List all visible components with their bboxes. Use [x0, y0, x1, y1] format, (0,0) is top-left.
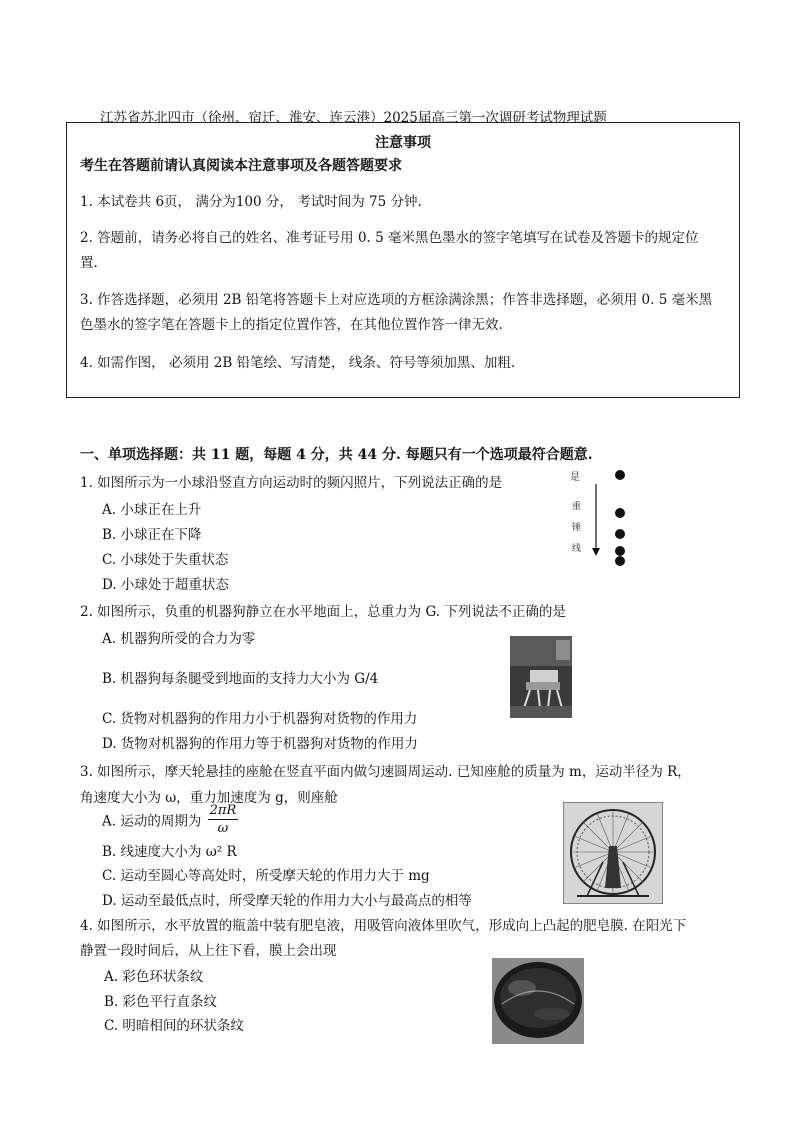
exam-title: 江苏省苏北四市（徐州、宿迁、淮安、连云港）2025届高三第一次调研考试物理试题 [100, 110, 607, 126]
q3-stem-line1: 3. 如图所示，摩天轮悬挂的座舱在竖直平面内做匀速圆周运动. 已知座舱的质量为 m，运动半径为 R， [80, 764, 691, 780]
q4-option-c: C. 明暗相间的环状条纹 [104, 1018, 244, 1034]
q1-figure-drawing [560, 462, 640, 582]
q3-option-b: B. 线速度大小为 ω² R [102, 844, 237, 860]
q3-ferris-wheel-photo [563, 802, 663, 904]
q4-option-a: A. 彩色环状条纹 [104, 969, 204, 985]
q1-stem: 1. 如图所示为一小球沿竖直方向运动时的频闪照片，下列说法正确的是 [80, 475, 503, 491]
q2-robot-dog-photo [510, 636, 572, 718]
q2-option-a: A. 机器狗所受的合力为零 [102, 631, 256, 647]
notice-item-4: 4. 如需作图， 必须用 2B 铅笔绘、写清楚， 线条、符号等须加黑、加粗. [80, 355, 516, 371]
q3-option-a [102, 804, 238, 835]
notice-item-1: 1. 本试卷共 6页， 满分为100 分， 考试时间为 75 分钟. [80, 194, 422, 210]
q3-fraction-denominator: ω [217, 821, 229, 836]
notice-item-3-cont: 色墨水的签字笔在答题卡上的指定位置作答，在其他位置作答一律无效. [80, 317, 503, 333]
q4-stem-line1: 4. 如图所示，水平放置的瓶盖中装有肥皂液，用吸管向液体里吹气，形成向上凸起的肥皂膜. 在阳光下 [80, 918, 687, 934]
ball-image-5 [615, 556, 625, 566]
q1-figure-char-1: 重 [572, 502, 582, 512]
q1-option-a: A. 小球正在上升 [102, 502, 202, 518]
notice-title: 注意事项 [375, 135, 431, 151]
q1-option-c: C. 小球处于失重状态 [102, 552, 229, 568]
q1-option-d: D. 小球处于超重状态 [102, 577, 229, 593]
ball-image-2 [615, 508, 625, 518]
q2-stem: 2. 如图所示，负重的机器狗静立在水平地面上，总重力为 G. 下列说法不正确的是 [80, 604, 566, 620]
notice-item-2: 2. 答题前，请务必将自己的姓名、准考证号用 0. 5 毫米黑色墨水的签字笔填写在试卷及答题卡的规定位 [80, 230, 699, 246]
ball-image-4 [615, 546, 625, 556]
notice-item-2-cont: 置. [80, 255, 98, 271]
q3-option-a-fraction [208, 804, 239, 835]
q4-option-b: B. 彩色平行直条纹 [104, 994, 218, 1010]
q1-figure-label-top: 是 [570, 472, 580, 483]
q1-option-b: B. 小球正在下降 [102, 527, 202, 543]
q1-strobe-figure [560, 462, 640, 582]
q3-option-c: C. 运动至圆心等高处时，所受摩天轮的作用力大于 mg [102, 868, 430, 884]
q3-option-a-text: A. 运动的周期为 [102, 813, 202, 830]
ball-image-1 [615, 470, 625, 480]
q3-fraction-numerator: 2πR [209, 803, 237, 818]
q3-stem-line2: 角速度大小为 ω，重力加速度为 g，则座舱 [80, 790, 338, 806]
q2-option-b: B. 机器狗每条腿受到地面的支持力大小为 G/4 [102, 671, 379, 687]
notice-subtitle: 考生在答题前请认真阅读本注意事项及各题答题要求 [80, 158, 402, 174]
ball-image-3 [615, 529, 625, 539]
plumb-arrow-icon [592, 548, 600, 556]
q3-option-d: D. 运动至最低点时，所受摩天轮的作用力大小与最高点的相等 [102, 893, 472, 909]
q1-figure-char-2: 锤 [572, 523, 582, 533]
notice-item-3: 3. 作答选择题，必须用 2B 铅笔将答题卡上对应选项的方框涂满涂黑；作答非选择题，必须用 0. 5 毫米黑 [80, 292, 713, 308]
q2-option-c: C. 货物对机器狗的作用力小于机器狗对货物的作用力 [102, 711, 418, 727]
q2-option-d: D. 货物对机器狗的作用力等于机器狗对货物的作用力 [102, 736, 418, 752]
q1-figure-char-3: 线 [572, 544, 582, 554]
q4-stem-line2: 静置一段时间后，从上往下看，膜上会出现 [80, 943, 337, 959]
section-heading: 一、单项选择题：共 11 题，每题 4 分，共 44 分. 每题只有一个选项最符合题意. [80, 447, 593, 463]
q4-soap-film-photo [492, 958, 584, 1044]
